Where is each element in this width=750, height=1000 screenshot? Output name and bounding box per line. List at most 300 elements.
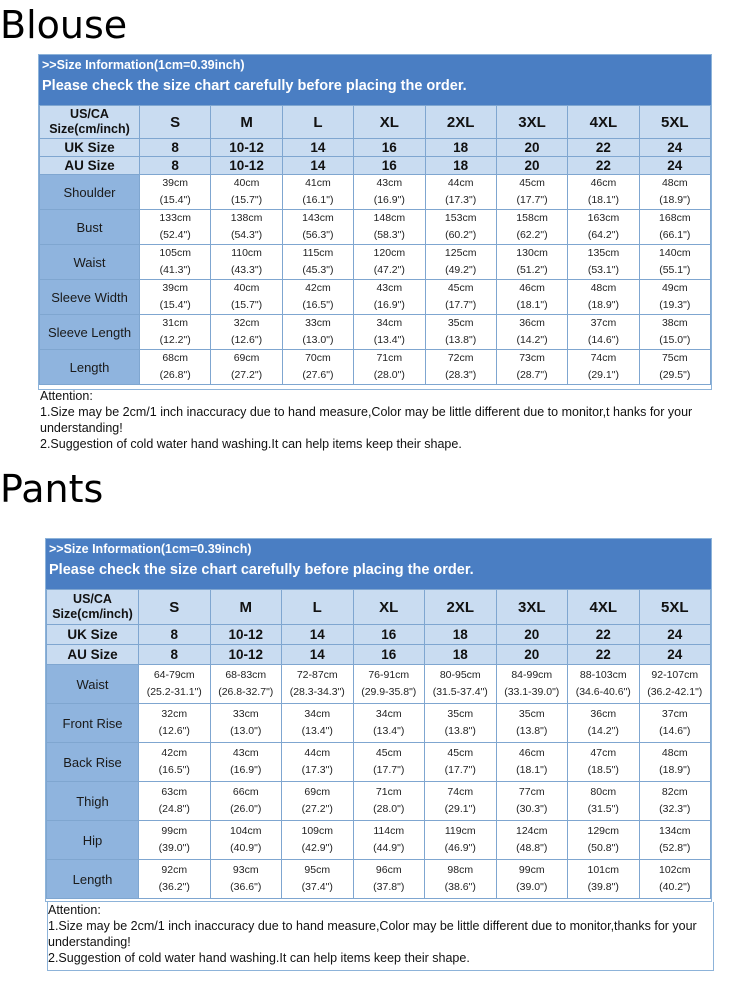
pants-measure-row [47,665,711,704]
blouse-measure-cm: 40cm [233,282,260,294]
blouse-au-size-row [40,157,711,175]
pants-measure-cell [639,782,711,821]
blouse-measure-inch: (66.1") [659,229,691,241]
blouse-measure-row [40,175,711,210]
blouse-measure-inch: (64.2") [587,229,620,241]
blouse-measure-cell [568,210,639,245]
pants-measure-inch: (37.4") [301,881,333,893]
blouse-size-chart [38,54,712,390]
pants-measure-cell [353,743,425,782]
blouse-measure-row [40,245,711,280]
blouse-measure-cm: 75cm [661,352,688,364]
pants-measure-cm: 80cm [590,786,617,798]
pants-measure-inch: (17.7") [444,764,476,776]
blouse-measure-inch: (60.2") [445,229,477,241]
blouse-measure-cell [140,245,211,280]
blouse-au-size-label: AU Size [40,157,140,175]
pants-measure-cell [210,665,282,704]
blouse-size-col-header: 5XL [639,106,710,139]
pants-measure-cm: 34cm [304,708,331,720]
pants-size-col-header: XL [353,590,425,625]
pants-measure-cm: 101cm [587,864,619,876]
blouse-measure-inch: (17.3") [445,194,477,206]
pants-measure-cm: 80-95cm [439,669,481,681]
blouse-measure-cell [496,175,567,210]
pants-uk-size-value: 10-12 [210,625,282,645]
blouse-measure-row [40,210,711,245]
pants-measure-cm: 84-99cm [511,669,553,681]
blouse-measure-inch: (58.3") [373,229,405,241]
pants-measure-cm: 64-79cm [153,669,195,681]
pants-measure-cell [282,665,354,704]
blouse-measure-cm: 40cm [233,177,260,189]
blouse-measure-cell [568,350,639,385]
blouse-size-table [39,105,711,385]
pants-measure-cm: 71cm [375,786,402,798]
blouse-uk-size-value: 18 [425,139,496,157]
blouse-measure-cell [211,350,282,385]
pants-measure-cm: 74cm [447,786,474,798]
blouse-measure-cell [425,210,496,245]
blouse-measure-label: Bust [40,210,140,245]
blouse-au-size-value: 8 [140,157,211,175]
pants-measure-cell [353,782,425,821]
blouse-measure-inch: (54.3") [230,229,263,241]
blouse-measure-inch: (18.9") [587,299,620,311]
pants-measure-row [47,821,711,860]
pants-au-size-value: 24 [639,645,711,665]
pants-measure-inch: (12.6") [158,725,190,737]
pants-measure-inch: (18.5") [587,764,619,776]
pants-measure-cell [139,665,211,704]
pants-measure-inch: (39.0") [516,881,548,893]
pants-measure-cm: 102cm [658,864,691,876]
blouse-note-1: 1.Size may be 2cm/1 inch inaccuracy due to hand measure,Color may be little different due to monitor,t hanks for your understanding! [40,405,693,435]
pants-measure-cell [568,821,640,860]
blouse-size-col-header: M [211,106,282,139]
pants-measure-cell [210,782,282,821]
pants-header-bar [46,539,711,589]
pants-measure-cm: 95cm [304,864,331,876]
pants-measure-inch: (17.3") [301,764,333,776]
pants-measure-inch: (31.5") [587,803,619,815]
pants-measure-inch: (13.8") [444,725,476,737]
pants-uk-size-value: 18 [425,625,497,645]
pants-measure-cm: 129cm [587,825,619,837]
pants-measure-cm: 124cm [515,825,548,837]
pants-measure-cell [210,704,282,743]
blouse-header-bar [39,55,711,105]
blouse-measure-inch: (29.1") [587,369,620,381]
pants-measure-inch: (28.3-34.3") [289,686,345,698]
blouse-measure-cell [568,245,639,280]
pants-measure-inch: (52.8") [659,842,691,854]
blouse-measure-cell [568,280,639,315]
blouse-measure-cell [211,245,282,280]
blouse-measure-inch: (27.2") [230,369,263,381]
pants-measure-cm: 92cm [161,864,188,876]
pants-au-size-value: 20 [496,645,568,665]
blouse-measure-cell [354,280,425,315]
blouse-measure-cm: 73cm [519,352,545,364]
pants-au-size-value: 8 [139,645,211,665]
pants-measure-cm: 48cm [661,747,688,759]
blouse-measure-inch: (13.8") [445,334,477,346]
pants-measure-label: Hip [47,821,139,860]
pants-uk-size-value: 20 [496,625,568,645]
blouse-measure-cm: 71cm [376,352,403,364]
blouse-measure-cell [354,350,425,385]
pants-size-col-header: 5XL [639,590,711,625]
blouse-measure-inch: (15.0") [659,334,691,346]
blouse-measure-cell [140,210,211,245]
pants-measure-inch: (33.1-39.0") [504,686,560,698]
pants-measure-row [47,704,711,743]
pants-measure-inch: (26.0") [230,803,262,815]
pants-measure-inch: (18.9") [659,764,691,776]
pants-measure-cm: 93cm [232,864,259,876]
pants-attention-notes [47,902,714,971]
pants-measure-inch: (36.2-42.1") [647,686,703,698]
pants-measure-inch: (50.8") [587,842,619,854]
blouse-measure-inch: (26.8") [159,369,191,381]
blouse-measure-cell [639,350,710,385]
blouse-measure-cell [354,315,425,350]
pants-size-chart [45,538,712,902]
blouse-measure-cm: 163cm [587,212,620,224]
pants-size-info-line: >>Size Information(1cm=0.39inch) [49,542,252,556]
pants-measure-cell [425,860,497,899]
pants-size-col-header: S [139,590,211,625]
blouse-measure-inch: (56.3") [302,229,334,241]
pants-measure-inch: (29.9-35.8") [361,686,417,698]
pants-measure-cm: 96cm [375,864,402,876]
pants-measure-cell [496,821,568,860]
pants-measure-cm: 35cm [518,708,545,720]
pants-measure-inch: (18.1") [516,764,548,776]
blouse-measure-cm: 42cm [305,282,331,294]
pants-measure-cell [353,860,425,899]
blouse-measure-cm: 74cm [590,352,617,364]
pants-measure-cm: 42cm [161,747,188,759]
blouse-au-size-value: 14 [282,157,353,175]
pants-measure-inch: (39.0") [158,842,190,854]
pants-measure-inch: (36.6") [230,881,262,893]
blouse-measure-inch: (43.3") [230,264,263,276]
pants-uk-size-value: 22 [568,625,640,645]
blouse-au-size-value: 10-12 [211,157,282,175]
pants-measure-inch: (31.5-37.4") [432,686,488,698]
blouse-measure-cm: 39cm [162,282,189,294]
pants-measure-cm: 99cm [518,864,545,876]
pants-uk-size-value: 24 [639,625,711,645]
blouse-measure-cm: 34cm [376,317,403,329]
blouse-measure-cell [639,245,710,280]
blouse-measure-inch: (51.2") [516,264,548,276]
blouse-measure-cell [282,175,353,210]
blouse-measure-cell [496,350,567,385]
blouse-measure-inch: (49.2") [445,264,477,276]
pants-au-size-value: 14 [282,645,354,665]
blouse-uk-size-value: 14 [282,139,353,157]
blouse-measure-cell [568,315,639,350]
blouse-measure-cell [354,245,425,280]
pants-measure-cm: 98cm [447,864,474,876]
pants-measure-row [47,860,711,899]
pants-measure-label: Waist [47,665,139,704]
blouse-measure-cell [211,175,282,210]
blouse-size-col-header: 4XL [568,106,639,139]
blouse-measure-cm: 45cm [519,177,545,189]
pants-measure-cell [639,665,711,704]
pants-size-col-header: 2XL [425,590,497,625]
blouse-measure-inch: (18.9") [659,194,691,206]
pants-measure-inch: (38.6") [444,881,476,893]
blouse-measure-inch: (13.0") [302,334,334,346]
pants-measure-cm: 88-103cm [579,669,627,681]
pants-measure-label: Thigh [47,782,139,821]
blouse-measure-cell [639,315,710,350]
blouse-measure-cm: 70cm [305,352,331,364]
blouse-attention-notes [40,388,712,452]
blouse-measure-cm: 140cm [659,247,691,259]
pants-measure-inch: (48.8") [516,842,548,854]
pants-measure-cm: 37cm [661,708,688,720]
pants-size-col-header: M [210,590,282,625]
pants-uk-size-label: UK Size [47,625,139,645]
blouse-measure-cm: 120cm [373,247,406,259]
blouse-measure-inch: (18.1") [587,194,620,206]
blouse-size-col-header: 2XL [425,106,496,139]
blouse-measure-inch: (28.3") [445,369,477,381]
blouse-measure-cm: 110cm [231,247,262,259]
blouse-measure-inch: (41.3") [159,264,191,276]
pants-measure-cm: 69cm [304,786,331,798]
blouse-measure-cell [496,280,567,315]
pants-measure-inch: (13.0") [230,725,262,737]
pants-measure-inch: (13.4") [373,725,405,737]
blouse-measure-label: Waist [40,245,140,280]
blouse-measure-cm: 46cm [590,177,617,189]
blouse-measure-cm: 125cm [444,247,477,259]
pants-measure-cm: 104cm [229,825,262,837]
pants-measure-cell [639,704,711,743]
pants-au-size-value: 22 [568,645,640,665]
pants-measure-inch: (30.3") [516,803,548,815]
pants-measure-cm: 99cm [161,825,188,837]
blouse-measure-cell [211,280,282,315]
pants-measure-cm: 76-91cm [368,669,410,681]
pants-measure-cell [639,860,711,899]
pants-au-size-value: 18 [425,645,497,665]
pants-measure-cm: 43cm [232,747,259,759]
pants-measure-cm: 72-87cm [296,669,338,681]
pants-measure-cm: 45cm [447,747,474,759]
pants-measure-cell [568,782,640,821]
pants-measure-cm: 92-107cm [651,669,699,681]
blouse-measure-cell [496,245,567,280]
pants-check-notice: Please check the size chart carefully before placing the order. [49,562,474,578]
pants-measure-inch: (34.6-40.6") [575,686,631,698]
blouse-measure-cm: 44cm [447,177,474,189]
blouse-uk-size-value: 20 [496,139,567,157]
pants-measure-cell [496,704,568,743]
blouse-size-header-line2: Size(cm/inch) [49,122,130,136]
pants-measure-cm: 114cm [373,825,405,837]
pants-measure-cm: 109cm [301,825,333,837]
pants-measure-cm: 63cm [161,786,188,798]
pants-measure-cell [282,821,354,860]
pants-measure-row [47,782,711,821]
pants-measure-cell [139,860,211,899]
pants-measure-inch: (16.9") [230,764,262,776]
blouse-size-col-header: 3XL [496,106,567,139]
blouse-measure-cell [140,175,211,210]
pants-measure-cell [282,704,354,743]
pants-measure-cell [139,782,211,821]
pants-measure-inch: (39.8") [587,881,619,893]
pants-note-1: 1.Size may be 2cm/1 inch inaccuracy due to hand measure,Color may be little different due to monitor,thanks for your understanding! [48,919,697,949]
pants-measure-inch: (44.9") [373,842,405,854]
pants-measure-cell [353,665,425,704]
blouse-measure-cell [140,280,211,315]
blouse-measure-cm: 38cm [661,317,688,329]
blouse-measure-inch: (15.7") [230,194,263,206]
blouse-measure-cm: 133cm [159,212,191,224]
pants-measure-cell [282,782,354,821]
blouse-measure-cell [425,315,496,350]
pants-measure-cell [139,704,211,743]
blouse-measure-cm: 138cm [230,212,263,224]
blouse-measure-inch: (29.5") [659,369,691,381]
blouse-measure-row [40,280,711,315]
blouse-measure-cell [496,315,567,350]
blouse-measure-cm: 143cm [302,212,334,224]
blouse-note-2: 2.Suggestion of cold water hand washing.It can help items keep their shape. [40,437,462,451]
blouse-measure-inch: (15.4") [159,194,191,206]
pants-measure-cell [353,704,425,743]
blouse-measure-label: Sleeve Width [40,280,140,315]
blouse-uk-size-label: UK Size [40,139,140,157]
pants-measure-inch: (25.2-31.1") [146,686,202,698]
blouse-measure-cell [140,350,211,385]
blouse-measure-cm: 33cm [305,317,331,329]
pants-size-header-line1: US/CA [73,592,112,606]
pants-size-col-header: 4XL [568,590,640,625]
blouse-uk-size-row [40,139,711,157]
blouse-measure-inch: (28.0") [373,369,405,381]
blouse-measure-cell [282,280,353,315]
pants-measure-cm: 82cm [661,786,688,798]
blouse-measure-cm: 43cm [376,177,403,189]
pants-au-size-label: AU Size [47,645,139,665]
blouse-section-title: Blouse [0,3,128,47]
pants-measure-inch: (14.2") [587,725,619,737]
pants-measure-cell [496,782,568,821]
blouse-measure-cell [354,210,425,245]
blouse-size-col-header: L [282,106,353,139]
blouse-measure-inch: (62.2") [516,229,548,241]
blouse-measure-cm: 41cm [305,177,331,189]
blouse-measure-cell [568,175,639,210]
blouse-au-size-value: 18 [425,157,496,175]
pants-measure-cell [210,743,282,782]
pants-measure-label: Length [47,860,139,899]
pants-measure-cell [496,743,568,782]
pants-measure-cell [496,665,568,704]
blouse-measure-cm: 37cm [590,317,617,329]
blouse-measure-cell [140,315,211,350]
blouse-measure-cm: 153cm [444,212,477,224]
blouse-au-size-value: 16 [354,157,425,175]
pants-measure-cell [568,860,640,899]
blouse-uk-size-value: 10-12 [211,139,282,157]
blouse-uk-size-value: 8 [140,139,211,157]
blouse-measure-inch: (15.4") [159,299,191,311]
pants-measure-cm: 33cm [232,708,259,720]
blouse-measure-cm: 148cm [373,212,406,224]
pants-note-2: 2.Suggestion of cold water hand washing.It can help items keep their shape. [48,951,470,965]
blouse-measure-inch: (16.1") [302,194,334,206]
pants-measure-cm: 46cm [518,747,545,759]
blouse-measure-cm: 48cm [661,177,688,189]
blouse-measure-cell [425,280,496,315]
blouse-size-header-label [40,106,140,139]
blouse-measure-cm: 69cm [233,352,260,364]
blouse-measure-inch: (52.4") [159,229,191,241]
blouse-measure-cell [282,210,353,245]
blouse-measure-cm: 135cm [587,247,620,259]
blouse-size-col-header: XL [354,106,425,139]
blouse-measure-cell [354,175,425,210]
pants-measure-cell [425,743,497,782]
pants-measure-inch: (24.8") [158,803,190,815]
blouse-measure-inch: (13.4") [373,334,405,346]
blouse-measure-cell [639,210,710,245]
blouse-au-size-value: 22 [568,157,639,175]
blouse-measure-inch: (17.7") [445,299,477,311]
blouse-measure-cell [639,175,710,210]
blouse-measure-label: Sleeve Length [40,315,140,350]
blouse-measure-cm: 48cm [590,282,617,294]
pants-measure-cell [568,665,640,704]
pants-attention-label: Attention: [48,903,101,917]
blouse-measure-inch: (16.9") [373,194,405,206]
blouse-measure-cm: 39cm [162,177,189,189]
pants-measure-cell [353,821,425,860]
pants-measure-inch: (27.2") [301,803,333,815]
pants-measure-cell [425,782,497,821]
pants-section-title: Pants [0,467,104,511]
pants-measure-row [47,743,711,782]
pants-measure-inch: (26.8-32.7") [218,686,274,698]
pants-measure-inch: (16.5") [158,764,190,776]
pants-au-size-value: 10-12 [210,645,282,665]
blouse-measure-inch: (15.7") [230,299,263,311]
blouse-measure-cell [211,210,282,245]
pants-measure-cm: 45cm [375,747,402,759]
pants-measure-cm: 36cm [590,708,617,720]
blouse-uk-size-value: 24 [639,139,710,157]
pants-size-col-header: 3XL [496,590,568,625]
blouse-size-col-header: S [140,106,211,139]
blouse-measure-cell [282,315,353,350]
blouse-size-info-line: >>Size Information(1cm=0.39inch) [42,58,245,72]
blouse-measure-cm: 32cm [233,317,260,329]
blouse-measure-cm: 46cm [519,282,545,294]
blouse-measure-inch: (53.1") [587,264,620,276]
blouse-measure-inch: (45.3") [302,264,334,276]
